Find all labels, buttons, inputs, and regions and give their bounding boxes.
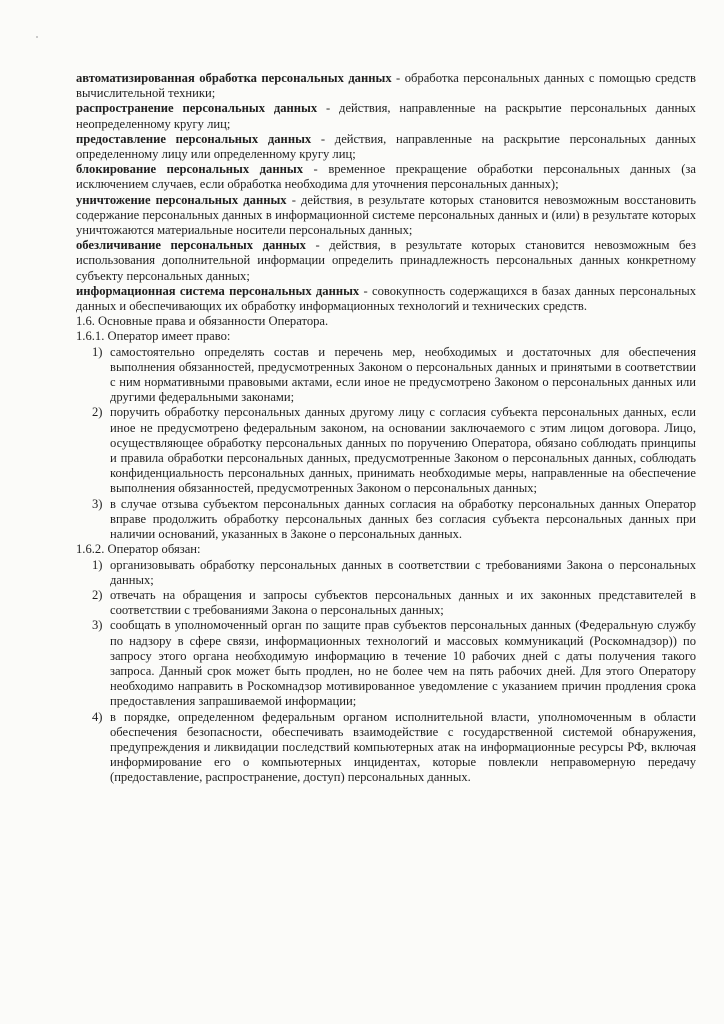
definition — [76, 162, 696, 192]
item-text: сообщать в уполномоченный орган по защите прав субъектов персональных данных (Федеральную службу по надзору в сфере связи, информационных технологий и массовых коммуникаций (Роскомнадзор)) по запросу этого органа необходимую информацию в течение 10 рабочих дней с даты получения такого запроса. Данный срок может быть продлен, но не более чем на пять рабочих дней. Для этого Оператору необходимо направить в Роскомнадзор мотивированное уведомление с указанием причин продления срока предоставления запрашиваемой информации; — [110, 618, 696, 709]
definition-term: распространение персональных данных — [76, 101, 318, 116]
item-text: в порядке, определенном федеральным органом исполнительной власти, уполномоченным в области обеспечения безопасности, обеспечивать взаимодействие с государственной системой обнаружения, предупреждения и ликвидации последствий компьютерных атак на информационные ресурсы РФ, включая информирование его о компьютерных инцидентах, которые повлекли неправомерную передачу (предоставление, распространение, доступ) персональных данных. — [110, 709, 696, 785]
definition-text: - действия, в результате которых становится невозможным восстановить содержание персональных данных в информационной системе персональных данных и (или) в результате которых уничтожаются материальные носители персональных данных; — [76, 192, 696, 238]
item-text: в случае отзыва субъектом персональных данных согласия на обработку персональных данных Оператор вправе продолжить обработку персональных данных без согласия субъекта персональных данных при наличии оснований, указанных в Законе о персональных данных. — [110, 496, 696, 542]
definition-text: - обработка персональных данных с помощью средств вычислительной техники; — [76, 71, 696, 101]
item-number: 4) — [92, 709, 103, 724]
list-item — [76, 618, 696, 709]
list-item — [76, 588, 696, 618]
item-text: самостоятельно определять состав и перечень мер, необходимых и достаточных для обеспечения выполнения обязанностей, предусмотренных Законом о персональных данных и принятыми в соответствии с ним нормативными правовыми актами, если иное не предусмотрено Законом о персональных данных или другими федеральными законами; — [110, 344, 696, 405]
section-heading-1-6: 1.6. Основные права и обязанности Оператора. — [76, 314, 329, 329]
definition — [76, 238, 696, 284]
document-body — [76, 71, 696, 786]
list-item — [76, 558, 696, 588]
definition-term: автоматизированная обработка персональных данных — [76, 71, 392, 85]
item-text: организовывать обработку персональных данных в соответствии с требованиями Закона о персональных данных; — [110, 557, 696, 587]
section-heading-1-6-2: 1.6.2. Оператор обязан: — [76, 542, 201, 557]
definition — [76, 71, 696, 101]
definition-text: - действия, направленные на раскрытие персональных данных неопределенному кругу лиц; — [76, 101, 696, 131]
definition-term: блокирование персональных данных — [76, 162, 303, 177]
item-number: 1) — [92, 557, 103, 572]
item-text: поручить обработку персональных данных другому лицу с согласия субъекта персональных данных, если иное не предусмотрено федеральным законом, на основании заключаемого с этим лицом договора. Лицо, осуществляющее обработку персональных данных по поручению Оператора, обязано соблюдать принципы и правила обработки персональных данных, предусмотренные Законом о персональных данных, соблюдать конфиденциальность персональных данных, принимать необходимые меры, направленные на обеспечение выполнения обязанностей, предусмотренных Законом о персональных данных; — [110, 405, 696, 496]
definition-text: - совокупность содержащихся в базах данных персональных данных и обеспечивающих их обработку информационных технологий и технических средств. — [76, 283, 696, 314]
list-item — [76, 345, 696, 406]
definition-text: - действия, в результате которых становится невозможным без использования дополнительной информации определить принадлежность персональных данных конкретному субъекту персональных данных; — [76, 238, 696, 283]
item-number: 3) — [92, 496, 103, 511]
item-text: отвечать на обращения и запросы субъектов персональных данных и их законных представителей в соответствии с требованиями Закона о персональных данных; — [110, 587, 696, 618]
definitions-list — [76, 71, 696, 314]
operator-rights-list — [76, 345, 696, 543]
operator-duties-list — [76, 558, 696, 786]
definition — [76, 284, 696, 314]
definition — [76, 193, 696, 239]
definition-term: уничтожение персональных данных — [76, 192, 287, 207]
item-number: 3) — [92, 618, 103, 633]
definition — [76, 132, 696, 162]
definition-term: информационная система персональных данных — [76, 283, 360, 298]
list-item — [76, 405, 696, 496]
section-heading-1-6-1: 1.6.1. Оператор имеет право: — [76, 329, 231, 344]
item-number: 2) — [92, 405, 103, 420]
item-number: 2) — [92, 587, 103, 602]
definition — [76, 101, 696, 131]
definition-term: обезличивание персональных данных — [76, 238, 306, 253]
definition-text: - временное прекращение обработки персональных данных (за исключением случаев, если обработка необходима для уточнения персональных данных); — [76, 162, 696, 192]
scan-speck — [36, 36, 38, 38]
definition-term: предоставление персональных данных — [76, 131, 312, 146]
item-number: 1) — [92, 344, 103, 359]
list-item — [76, 497, 696, 543]
list-item — [76, 710, 696, 786]
definition-text: - действия, направленные на раскрытие персональных данных определенному лицу или определенному кругу лиц; — [76, 131, 696, 162]
